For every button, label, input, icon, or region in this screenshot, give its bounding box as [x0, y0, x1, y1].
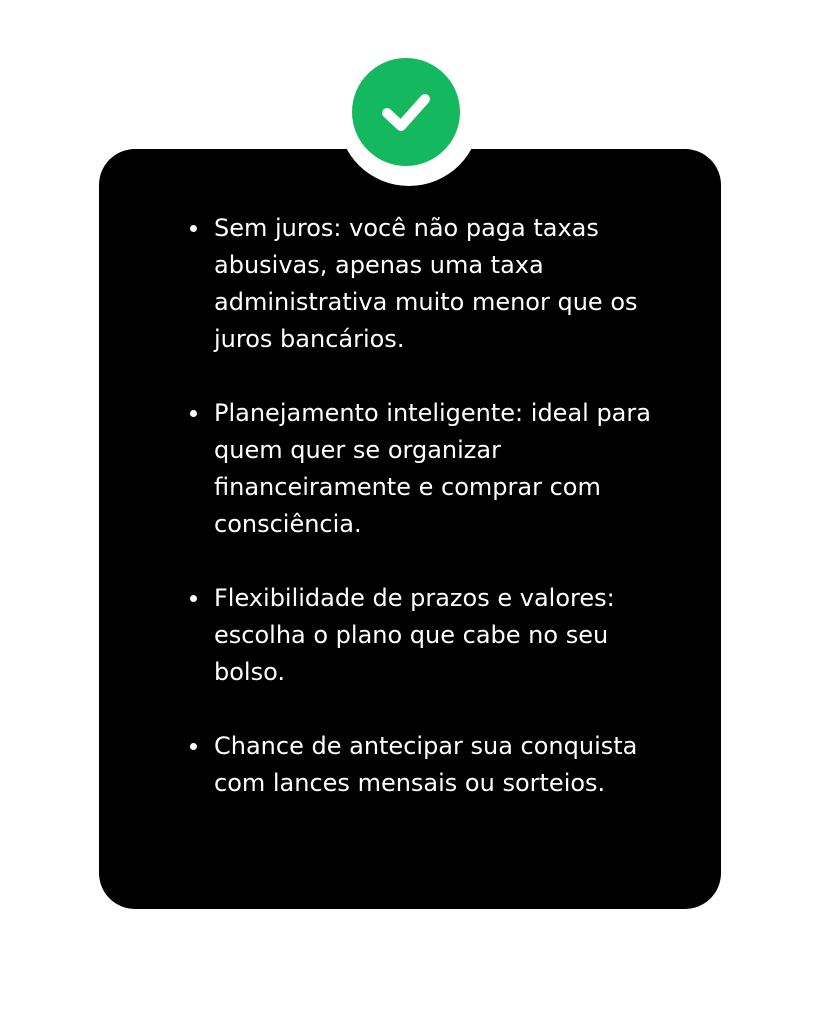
- list-item: [187, 395, 657, 543]
- bullet-icon: [190, 595, 197, 602]
- list-item-text: Planejamento inteligente: ideal para quem quer se organizar financeiramente e comprar com consciência.: [214, 399, 651, 538]
- list-item: [187, 580, 657, 691]
- list-item: [187, 728, 657, 802]
- bullet-icon: [190, 225, 197, 232]
- check-badge: [352, 58, 460, 166]
- list-item: [187, 210, 657, 358]
- bullet-icon: [190, 410, 197, 417]
- check-icon: [375, 81, 437, 143]
- list-item-text: Sem juros: você não paga taxas abusivas, apenas uma taxa administrativa muito menor que os juros bancários.: [214, 214, 638, 353]
- list-item-text: Chance de antecipar sua conquista com lances mensais ou sorteios.: [214, 732, 638, 797]
- list-item-text: Flexibilidade de prazos e valores: escolha o plano que cabe no seu bolso.: [214, 584, 615, 686]
- bullet-icon: [190, 743, 197, 750]
- benefits-list: [187, 210, 657, 802]
